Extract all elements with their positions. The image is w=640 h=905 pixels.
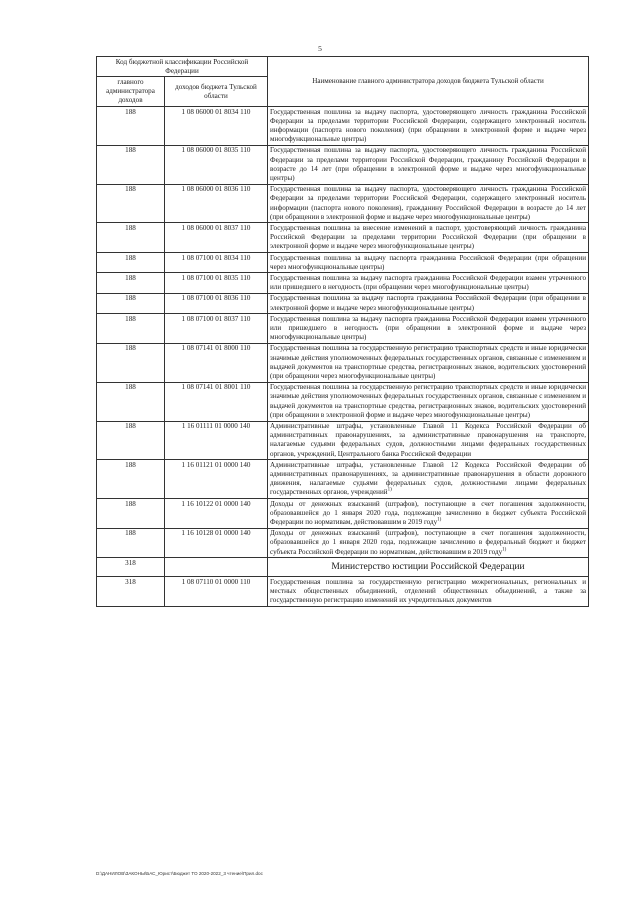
table-row bbox=[97, 382, 589, 421]
revenue-name-text: Государственная пошлина за государственную регистрацию межрегиональных, региональных и местных общественных объединений, отделений общественных объединений, а также за государственную регистрацию изменений их учредительных документов bbox=[270, 577, 587, 605]
table-row bbox=[97, 499, 589, 529]
revenue-name-text: Государственная пошлина за выдачу паспорта, удостоверяющего личность гражданина Российской Федерации за пределами территории Российской Федерации, содержащего электронный носитель информации (паспорта нового поколения) (при обращении в электронной форме и выдаче через многофункциональные центры) bbox=[270, 107, 587, 144]
revenue-code-cell: 1 08 07110 01 0000 110 bbox=[165, 577, 268, 607]
admin-code-cell: 188 bbox=[97, 145, 165, 184]
revenue-name-text: Государственная пошлина за выдачу паспорта гражданина Российской Федерации (при обращении в электронной форме и выдаче через многофункциональные центры) bbox=[270, 294, 587, 312]
revenue-name-cell bbox=[268, 314, 589, 344]
table-row bbox=[97, 253, 589, 273]
admin-code-cell: 188 bbox=[97, 343, 165, 382]
revenue-name-cell bbox=[268, 577, 589, 607]
footnote-mark: 1) bbox=[502, 547, 507, 553]
revenue-name-text: Государственная пошлина за государственную регистрацию транспортных средств и иные юридически значимые действия уполномоченных федеральных государственных органов, связанные с изменением и выдачей документов на транспортные средства, регистрационных знаков, водительских удостоверений (при обращении через многофункциональные центры) bbox=[270, 344, 587, 380]
revenue-name-cell bbox=[268, 184, 589, 223]
revenue-code-cell: 1 08 06000 01 8037 110 bbox=[165, 223, 268, 253]
table-row bbox=[97, 223, 589, 253]
table-row bbox=[97, 145, 589, 184]
revenue-classification-table bbox=[96, 56, 589, 607]
revenue-code-cell: 1 08 06000 01 8036 110 bbox=[165, 184, 268, 223]
table-row bbox=[97, 577, 589, 607]
footnote-mark: 1) bbox=[387, 488, 392, 494]
admin-code-cell: 188 bbox=[97, 223, 165, 253]
admin-code-cell: 188 bbox=[97, 421, 165, 460]
revenue-name-text: Государственная пошлина за выдачу паспорта гражданина Российской Федерации взамен утраченного или пришедшего в негодность (при обращении в электронной форме и выдаче через многофункциональные центры) bbox=[270, 314, 587, 342]
admin-code-cell: 188 bbox=[97, 460, 165, 499]
revenue-code-cell: 1 08 07100 01 8036 110 bbox=[165, 293, 268, 313]
revenue-code-cell: 1 08 07141 01 8000 110 bbox=[165, 343, 268, 382]
revenue-name-text: Государственная пошлина за государственную регистрацию транспортных средств и иные юридически значимые действия уполномоченных федеральных государственных органов, связанные с изменением и выдачей документов на транспортные средства, регистрационных знаков, водительских удостоверений (при обращении в электронной форме и выдаче через многофункциональные центры) bbox=[270, 383, 587, 419]
revenue-code-cell: 1 16 01121 01 0000 140 bbox=[165, 460, 268, 499]
admin-code-cell: 188 bbox=[97, 314, 165, 344]
admin-code-cell: 188 bbox=[97, 499, 165, 529]
revenue-name-text: Государственная пошлина за выдачу паспорта, удостоверяющего личность гражданина Российской Федерации за пределами территории Российской Федерации, содержащего электронный носитель информации (паспорта нового поколения), гражданину Российской Федерации в возрасте до 14 лет (при обращении в электронной форме и выдаче через многофункциональные центры) bbox=[270, 185, 587, 221]
admin-code-cell: 188 bbox=[97, 273, 165, 293]
revenue-code-cell: 1 08 06000 01 8035 110 bbox=[165, 145, 268, 184]
table-row bbox=[97, 184, 589, 223]
revenue-name-cell bbox=[268, 273, 589, 293]
revenue-name-text: Доходы от денежных взысканий (штрафов), поступающие в счет погашения задолженности, образовавшейся до 1 января 2020 года, подлежащие зачислению в федеральный бюджет и бюджет субъекта Российской Федерации по нормативам, действовавшим в 2019 году bbox=[270, 529, 587, 556]
revenue-name-text: Административные штрафы, установленные Главой 12 Кодекса Российской Федерации об административных правонарушениях, за административные правонарушения в области дорожного движения, налагаемые судьями федеральных судов, должностными лицами федеральных государственных органов, учреждений bbox=[270, 460, 587, 497]
revenue-name-text: Министерство юстиции Российской Федерации bbox=[331, 562, 525, 573]
revenue-code-cell: 1 08 07100 01 8034 110 bbox=[165, 253, 268, 273]
revenue-name-cell bbox=[268, 499, 589, 529]
header-code-group: Код бюджетной классификации Российской Федерации bbox=[97, 57, 268, 77]
admin-code-cell: 188 bbox=[97, 107, 165, 146]
table-row bbox=[97, 314, 589, 344]
revenue-name-cell bbox=[268, 460, 589, 499]
revenue-code-cell: 1 08 07100 01 8035 110 bbox=[165, 273, 268, 293]
table-row bbox=[97, 528, 589, 558]
revenue-code-cell: 1 08 06000 01 8034 110 bbox=[165, 107, 268, 146]
file-path-footer: D:\ДАНИЛОВ\ЗАКОНЫ\БАС_Юрист\Бюджет ТО 2020-2022_3 чтение\Прил.doc bbox=[96, 871, 263, 876]
revenue-name-cell bbox=[268, 223, 589, 253]
page-number: 5 bbox=[318, 44, 322, 53]
table-row bbox=[97, 460, 589, 499]
revenue-name-cell bbox=[268, 293, 589, 313]
revenue-name-cell bbox=[268, 253, 589, 273]
revenue-code-cell: 1 16 10128 01 0000 140 bbox=[165, 528, 268, 558]
revenue-code-cell bbox=[165, 558, 268, 577]
table-row bbox=[97, 107, 589, 146]
header-revenue-code: доходов бюджета Тульской области bbox=[165, 77, 268, 107]
table-row bbox=[97, 421, 589, 460]
admin-code-cell: 188 bbox=[97, 293, 165, 313]
revenue-name-text: Государственная пошлина за выдачу паспорта, удостоверяющего личность гражданина Российской Федерации за пределами территории Российской Федерации, гражданину Российской Федерации в возрасте до 14 лет (при обращении в электронной форме и выдаче через многофункциональные центры) bbox=[270, 146, 587, 182]
admin-code-cell: 318 bbox=[97, 558, 165, 577]
header-row-top bbox=[97, 57, 589, 77]
revenue-name-cell bbox=[268, 145, 589, 184]
revenue-name-cell bbox=[268, 343, 589, 382]
revenue-code-cell: 1 16 01111 01 0000 140 bbox=[165, 421, 268, 460]
revenue-code-cell: 1 16 10122 01 0000 140 bbox=[165, 499, 268, 529]
admin-code-cell: 188 bbox=[97, 184, 165, 223]
table-row bbox=[97, 343, 589, 382]
footnote-mark: 1) bbox=[437, 517, 442, 523]
table-row bbox=[97, 273, 589, 293]
revenue-name-text: Доходы от денежных взысканий (штрафов), поступающие в счет погашения задолженности, образовавшейся до 1 января 2020 года, подлежащие зачислению в бюджет субъекта Российской Федерации по нормативам, действовавшим в 2019 году bbox=[270, 499, 587, 527]
table-row bbox=[97, 293, 589, 313]
revenue-name-text: Административные штрафы, установленные Главой 11 Кодекса Российской Федерации об административных правонарушениях, за административные правонарушения на транспорте, налагаемые судьями федеральных судов, должностными лицами федеральных государственных органов, учреждений, Центрального банка Российской Федерации bbox=[270, 422, 587, 458]
revenue-code-cell: 1 08 07100 01 8037 110 bbox=[165, 314, 268, 344]
revenue-name-cell bbox=[268, 382, 589, 421]
revenue-name-text: Государственная пошлина за выдачу паспорта гражданина Российской Федерации (при обращении через многофункциональные центры) bbox=[270, 253, 587, 271]
revenue-name-text: Государственная пошлина за выдачу паспорта гражданина Российской Федерации взамен утраченного или пришедшего в негодность (при обращении через многофункциональные центры) bbox=[270, 273, 587, 292]
admin-code-cell: 318 bbox=[97, 577, 165, 607]
table-body bbox=[97, 107, 589, 607]
admin-code-cell: 188 bbox=[97, 528, 165, 558]
admin-code-cell: 188 bbox=[97, 382, 165, 421]
header-name: Наименование главного администратора доходов бюджета Тульской области bbox=[268, 57, 589, 107]
revenue-name-cell bbox=[268, 107, 589, 146]
revenue-code-cell: 1 08 07141 01 8001 110 bbox=[165, 382, 268, 421]
header-admin-code: главного администратора доходов bbox=[97, 77, 165, 107]
revenue-name-cell bbox=[268, 558, 589, 577]
admin-code-cell: 188 bbox=[97, 253, 165, 273]
revenue-name-cell bbox=[268, 528, 589, 558]
section-row bbox=[97, 558, 589, 577]
revenue-name-text: Государственная пошлина за внесение изменений в паспорт, удостоверяющий личность гражданина Российской Федерации за пределами территории Российской Федерации (при обращении в электронной форме и выдаче через многофункциональные центры) bbox=[270, 223, 587, 251]
revenue-name-cell bbox=[268, 421, 589, 460]
